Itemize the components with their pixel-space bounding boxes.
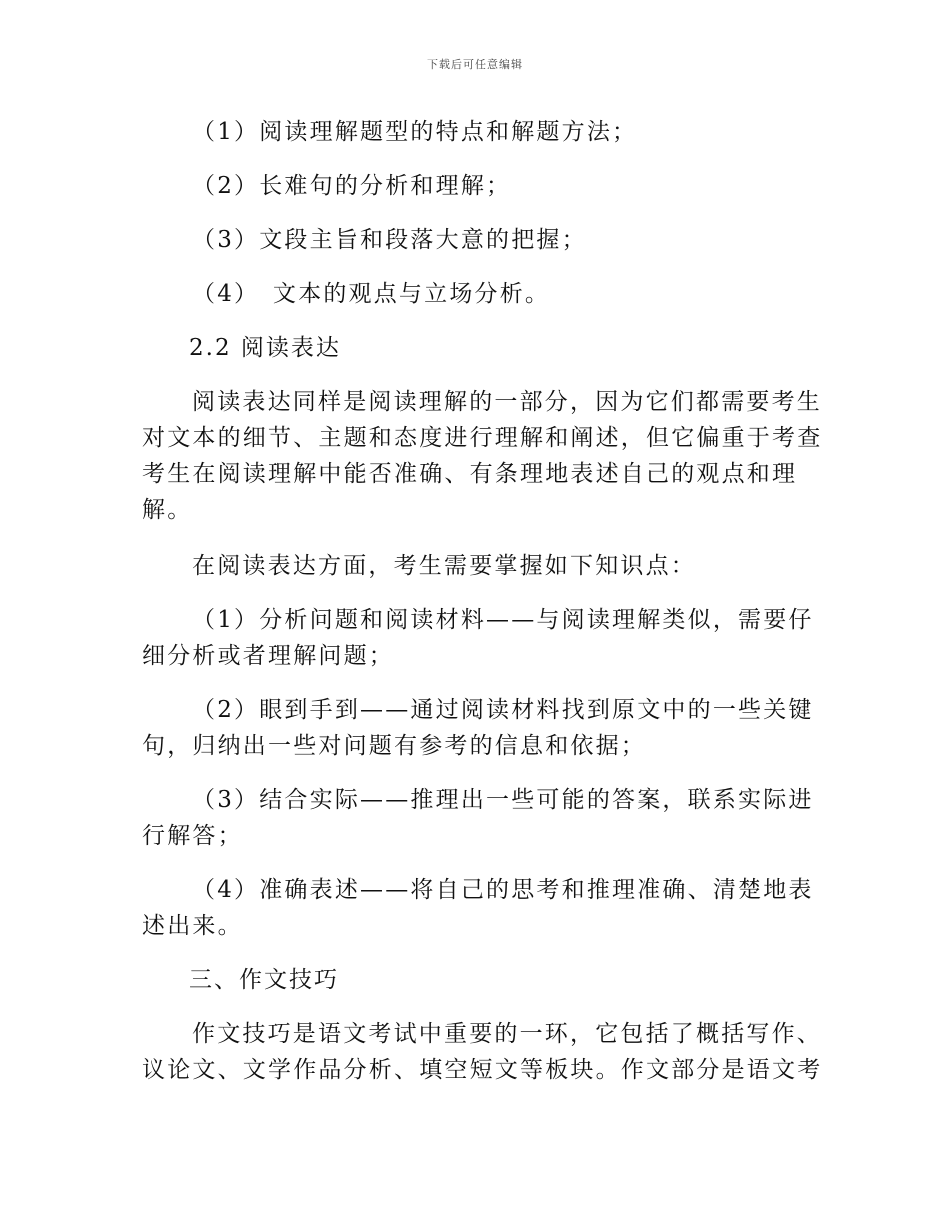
list-item: （2）长难句的分析和理解； xyxy=(192,173,512,199)
list-item-line: （3）结合实际——推理出一些可能的答案，联系实际进 xyxy=(192,787,814,813)
paragraph-line: 阅读表达同样是阅读理解的一部分，因为它们都需要考生 xyxy=(192,389,822,415)
section-heading-2-2: 2.2 阅读表达 xyxy=(189,335,341,361)
paragraph xyxy=(142,1016,823,1088)
list-item xyxy=(142,782,812,854)
list-item-line: 述出来。 xyxy=(142,913,243,939)
list-item-line: （2）眼到手到——通过阅读材料找到原文中的一些关键 xyxy=(192,697,814,723)
list-item-line: 细分析或者理解问题； xyxy=(142,643,394,669)
list-item xyxy=(142,872,812,944)
list-item-line: （4）准确表述——将自己的思考和推理准确、清楚地表 xyxy=(192,877,814,903)
paragraph-line: 对文本的细节、主题和态度进行理解和阐述，但它偏重于考查 xyxy=(142,425,823,451)
paragraph-line: 考生在阅读理解中能否准确、有条理地表述自己的观点和理 xyxy=(142,461,798,487)
list-item-line: （1）分析问题和阅读材料——与阅读理解类似，需要仔 xyxy=(192,607,814,633)
document-body xyxy=(142,114,823,1088)
list-item: （4） 文本的观点与立场分析。 xyxy=(192,281,551,307)
list-item-line: 句，归纳出一些对问题有参考的信息和依据； xyxy=(142,733,646,759)
section-heading-3: 三、作文技巧 xyxy=(189,967,339,993)
list-item xyxy=(142,692,812,764)
list-item: （1）阅读理解题型的特点和解题方法； xyxy=(192,119,638,145)
paragraph: 在阅读表达方面，考生需要掌握如下知识点： xyxy=(192,553,696,579)
paragraph-line: 议论文、文学作品分析、填空短文等板块。作文部分是语文考 xyxy=(142,1057,823,1083)
list-item-line: 行解答； xyxy=(142,823,243,849)
list-item: （3）文段主旨和段落大意的把握； xyxy=(192,227,587,253)
paragraph-line: 解。 xyxy=(142,497,193,523)
list-item xyxy=(142,602,812,674)
paragraph-line: 作文技巧是语文考试中重要的一环，它包括了概括写作、 xyxy=(192,1021,822,1047)
page-header-watermark: 下载后可任意编辑 xyxy=(427,58,523,71)
paragraph xyxy=(142,384,823,528)
